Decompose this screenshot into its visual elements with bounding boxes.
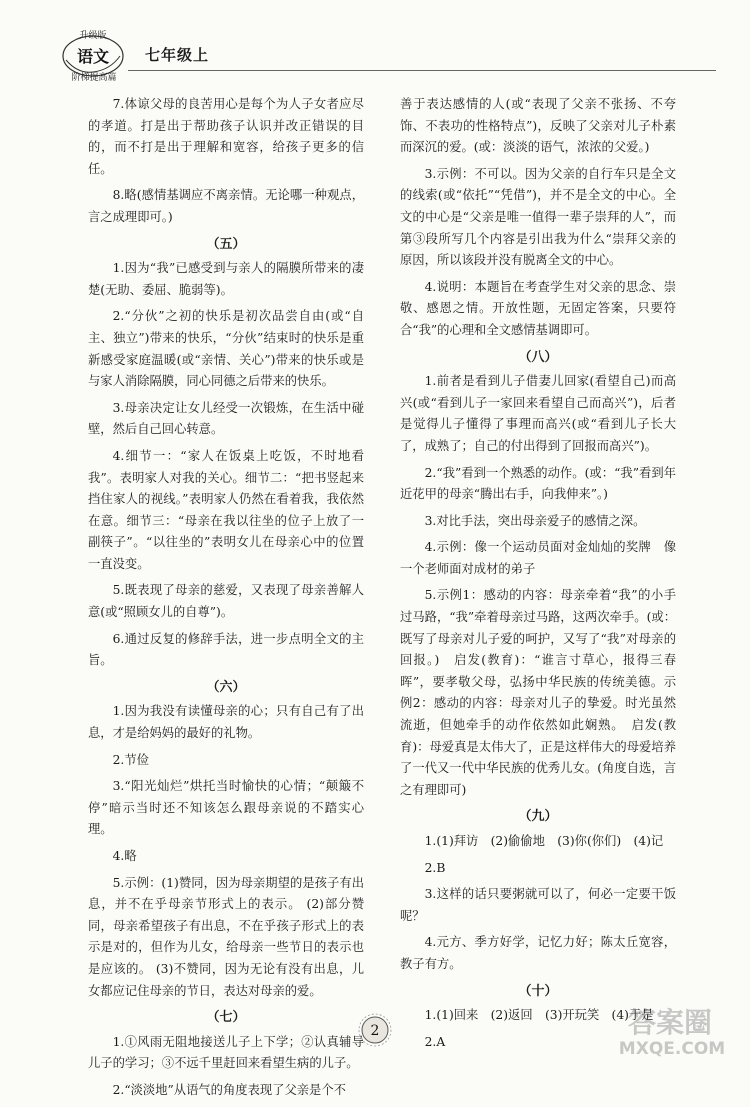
logo-top-text: 升级版 — [79, 31, 107, 41]
answer-paragraph: 1.(1)拜访 (2)偷偷地 (3)你(你们) (4)记 — [424, 834, 664, 848]
answer-paragraph: 3.对比手法，突出母亲爱子的感情之深。 — [424, 513, 646, 528]
logo-main-text: 语文 — [76, 47, 110, 66]
answer-paragraph: 5.示例：(1)赞同，因为母亲期望的是孩子有出息，并不在乎母亲节形式上的表示。 (2)部分赞同，母亲希望孩子有出息，不在乎孩子形式上的表示是对的，但作为儿女，给母亲一些节日的表示也是应该的。 (3)不赞同，因为无论有没有出息，儿女都应记住母亲的节日，表达对母亲的爱。 — [88, 875, 364, 998]
answer-paragraph: 1.因为“我”已感受到与亲人的隔膜所带来的凄楚(无助、委屈、脆弱等)。 — [88, 261, 364, 297]
watermark-stamp — [600, 1000, 740, 1060]
answer-paragraph: 1.(1)回来 (2)返回 (3)开玩笑 (4)于是 — [424, 1008, 654, 1023]
answer-paragraph: 4.元方、季方好学，记忆力好；陈太丘宽容，教子有方。 — [400, 935, 676, 971]
section-heading: （十） — [518, 983, 558, 999]
answer-paragraph: 7.体谅父母的良苦用心是每个为人子女者应尽的孝道。打是出于帮助孩子认识并改正错误的目的，而不打是出于理解和宽容，给孩子更多的信任。 — [88, 97, 364, 176]
logo-bottom-text: 阶梯提高篇 — [71, 73, 117, 82]
answer-paragraph: 3.示例：不可以。因为父亲的自行车只是全文的线索(或“依托”“凭借”)，并不是全文的中心。全文的中心是“父亲是唯一值得一辈子崇拜的人”，而第③段所写几个内容是引出我为什么“崇拜父亲的原因，所以该段并没有脱离全文的中心。 — [400, 166, 676, 268]
answer-paragraph: 1.①风雨无阻地接送儿子上下学；②认真辅导儿子的学习；③不远千里赶回来看望生病的儿子。 — [88, 1034, 364, 1071]
answer-paragraph: 3.这样的话只要粥就可以了，何必一定要干饭呢？ — [400, 887, 676, 923]
answer-paragraph: 2.节俭 — [112, 752, 149, 767]
right-column — [400, 94, 676, 1058]
answer-paragraph: 4.说明：本题旨在考查学生对父亲的思念、崇敬、感恩之情。开放性题，无固定答案，只要符合“我”的心理和全文感情基调即可。 — [400, 279, 676, 337]
answer-paragraph: 1.前者是看到儿子借妻儿回家(看望自己)而高兴(或“看到儿子一家回来看望自己而高兴”)，后者是觉得儿子懂得了事理而高兴(或“看到儿子长大了，成熟了；自己的付出得到了回报而高兴”)。 — [400, 374, 676, 453]
answer-paragraph: 2.B — [424, 860, 446, 875]
watermark-line1: 答案圈 — [627, 1006, 713, 1039]
section-heading: （七） — [206, 1010, 246, 1026]
answer-paragraph: 2.“淡淡地”从语气的角度表现了父亲是个不 — [112, 1082, 346, 1097]
page-header — [0, 0, 750, 86]
left-column — [88, 94, 364, 1107]
answer-paragraph: 2.A — [424, 1034, 446, 1049]
answer-paragraph: 1.因为我没有读懂母亲的心；只有自己有了出息，才是给妈妈的最好的礼物。 — [88, 704, 364, 741]
answer-paragraph: 3.母亲决定让女儿经受一次锻炼，在生活中碰壁，然后自己回心转意。 — [88, 400, 364, 437]
answer-paragraph: 6.通过反复的修辞手法，进一步点明全文的主旨。 — [88, 631, 364, 668]
header-rule — [128, 70, 716, 71]
section-heading: （九） — [518, 809, 558, 825]
answer-paragraph: 2.“分伙”之初的快乐是初次品尝自由(或“自主、独立”)带来的快乐，“分伙”结束时的快乐是重新感受家庭温暖(或“亲情、关心”)带来的快乐或是与家人消除隔膜，同心同德之后带来的快乐。 — [88, 309, 364, 389]
section-heading: （五） — [206, 236, 246, 252]
watermark-line2: MXQE.COM — [618, 1039, 726, 1059]
answer-paragraph: 4.略 — [112, 849, 137, 863]
grade-title: 七年级上 — [145, 46, 210, 64]
page-number: 2 — [370, 1023, 380, 1039]
answer-paragraph: 3.“阳光灿烂”烘托当时愉快的心情；“颠簸不停”暗示当时还不知该怎么跟母亲说的不踏实心理。 — [88, 779, 364, 837]
answer-paragraph: 2.“我”看到一个熟悉的动作。(或：“我”看到年近花甲的母亲“腾出右手，向我伸来”。) — [400, 465, 676, 502]
section-heading: （八） — [518, 349, 558, 365]
answer-paragraph: 8.略(感情基调应不离亲情。无论哪一种观点，言之成理即可。) — [88, 188, 364, 224]
section-heading: （六） — [206, 679, 246, 695]
answer-paragraph: 善于表达感情的人(或“表现了父亲不张扬、不夸饰、不表功的性格特点”)，反映了父亲对儿子朴素而深沉的爱。(或：淡淡的语气，浓浓的父爱。) — [400, 97, 676, 155]
answer-paragraph: 4.细节一：“家人在饭桌上吃饭，不时地看我”。表明家人对我的关心。细节二：“把书竖起来挡住家人的视线。”表明家人仍然在看着我，我依然在意。细节三：“母亲在我以往坐的位子上放了一副筷子”。“以往坐的”表明女儿在母亲心中的位置一直没变。 — [88, 448, 364, 571]
page-number-badge — [355, 1010, 395, 1050]
series-logo — [58, 26, 128, 82]
answer-paragraph: 5.既表现了母亲的慈爱，又表现了母亲善解人意(或“照顾女儿的自尊”)。 — [88, 583, 364, 620]
answer-paragraph: 4.示例：像一个运动员面对金灿灿的奖牌 像一个老师面对成材的弟子 — [400, 540, 676, 576]
answer-paragraph: 5.示例1：感动的内容：母亲牵着“我”的小手过马路，“我”牵着母亲过马路，这两次牵手。(或：既写了母亲对儿子爱的呵护，又写了“我”对母亲的回报。) 启发(教育)：“谁言寸草心，报得三春晖”，要孝敬父母，弘扬中华民族的传统美德。示例2：感动的内容：母亲对儿子的挚爱。时光虽然流逝，但她牵手的动作依然如此娴熟。 启发(教育)：母爱真是太伟大了，正是这样伟大的母爱培养了一代又一代中华民族的优秀儿女。(角度自选，言之有理即可) — [400, 588, 676, 797]
